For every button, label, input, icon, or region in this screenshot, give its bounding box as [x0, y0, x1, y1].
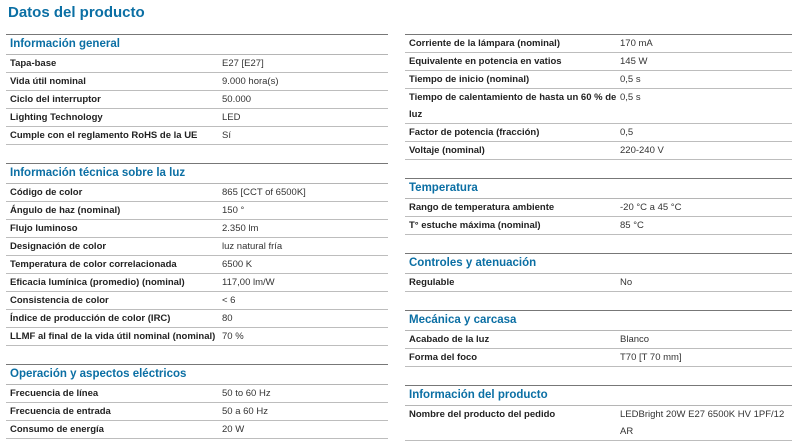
row-label: Eficacia lumínica (promedio) (nominal) [10, 277, 185, 288]
row-value: E27 [E27] [222, 58, 264, 69]
row-label: Índice de producción de color (IRC) [10, 313, 171, 324]
row-value: 6500 K [222, 259, 253, 270]
row-value: 50.000 [222, 94, 252, 105]
table-row [6, 73, 388, 91]
row-label: Factor de potencia (fracción) [409, 127, 540, 138]
row-label: Consistencia de color [10, 295, 109, 306]
row-value: 170 mA [620, 38, 653, 49]
table-row [6, 184, 388, 202]
row-value: -20 °C a 45 °C [620, 202, 682, 213]
row-label: Frecuencia de entrada [10, 406, 111, 417]
row-value: LEDBright 20W E27 6500K HV 1PF/12 AR [620, 409, 785, 437]
row-label: Cumple con el reglamento RoHS de la UE [10, 130, 198, 141]
table-row [405, 71, 792, 89]
row-value: No [620, 277, 633, 288]
row-label: Ciclo del interruptor [10, 94, 101, 105]
row-label: LLMF al final de la vida útil nominal (nominal) [10, 331, 216, 342]
section-informacion-tecnica-luz [6, 163, 388, 346]
table-row [6, 220, 388, 238]
section-title: Temperatura [405, 178, 792, 199]
row-label: Ángulo de haz (nominal) [10, 205, 121, 216]
row-value: 0,5 s [620, 92, 641, 103]
right-column [405, 34, 792, 441]
row-label: Rango de temperatura ambiente [409, 202, 555, 213]
section-informacion-producto [405, 385, 792, 441]
row-value: 50 a 60 Hz [222, 406, 268, 417]
table-row [6, 256, 388, 274]
row-value: 865 [CCT of 6500K] [222, 187, 306, 198]
row-label: Nombre del producto del pedido [409, 409, 556, 420]
row-value: 2.350 lm [222, 223, 259, 234]
row-value: T70 [T 70 mm] [620, 352, 682, 363]
row-label: Corriente de la lámpara (nominal) [409, 38, 560, 49]
table-row [6, 328, 388, 346]
table-row [6, 238, 388, 256]
section-electricos-continuacion [405, 34, 792, 160]
table-row [6, 274, 388, 292]
table-row [6, 292, 388, 310]
row-label: Tiempo de calentamiento de hasta un 60 % de luz [409, 92, 617, 120]
row-label: Lighting Technology [10, 112, 103, 123]
table-row [405, 406, 792, 441]
row-value: Sí [222, 130, 231, 141]
table-row [405, 331, 792, 349]
table-row [405, 124, 792, 142]
section-title: Información técnica sobre la luz [6, 163, 388, 184]
row-value: 9.000 hora(s) [222, 76, 279, 87]
section-controles-atenuacion [405, 253, 792, 292]
section-informacion-general [6, 34, 388, 145]
row-label: Acabado de la luz [409, 334, 490, 345]
row-value: 80 [222, 313, 233, 324]
section-operacion-electricos [6, 364, 388, 439]
row-label: Vida útil nominal [10, 76, 86, 87]
left-column [6, 34, 388, 439]
row-label: Flujo luminoso [10, 223, 78, 234]
section-title: Operación y aspectos eléctricos [6, 364, 388, 385]
page-title: Datos del producto [8, 4, 145, 21]
row-value: 0,5 [620, 127, 634, 138]
table-row [6, 385, 388, 403]
row-label: T° estuche máxima (nominal) [409, 220, 541, 231]
row-value: 145 W [620, 56, 648, 67]
section-title: Información general [6, 34, 388, 55]
table-row [6, 310, 388, 328]
section-mecanica-carcasa [405, 310, 792, 367]
row-label: Código de color [10, 187, 83, 198]
table-row [6, 91, 388, 109]
row-value: 85 °C [620, 220, 644, 231]
table-row [6, 127, 388, 145]
table-row [6, 403, 388, 421]
row-label: Temperatura de color correlacionada [10, 259, 177, 270]
row-value: < 6 [222, 295, 236, 306]
table-row [405, 35, 792, 53]
table-row [405, 217, 792, 235]
row-value: 70 % [222, 331, 244, 342]
row-label: Regulable [409, 277, 455, 288]
table-row [405, 53, 792, 71]
table-row [405, 199, 792, 217]
row-value: 50 to 60 Hz [222, 388, 271, 399]
row-label: Frecuencia de línea [10, 388, 99, 399]
row-label: Consumo de energía [10, 424, 104, 435]
section-temperatura [405, 178, 792, 235]
row-label: Equivalente en potencia en vatios [409, 56, 562, 67]
row-value: 220-240 V [620, 145, 664, 156]
table-row [6, 202, 388, 220]
row-value: Blanco [620, 334, 650, 345]
table-row [6, 421, 388, 439]
table-row [6, 109, 388, 127]
table-row [405, 89, 792, 124]
table-row [405, 349, 792, 367]
row-value: 20 W [222, 424, 245, 435]
row-label: Forma del foco [409, 352, 478, 363]
row-label: Tapa-base [10, 58, 57, 69]
section-title: Controles y atenuación [405, 253, 792, 274]
section-title: Mecánica y carcasa [405, 310, 792, 331]
section-title: Información del producto [405, 385, 792, 406]
table-row [6, 55, 388, 73]
row-label: Tiempo de inicio (nominal) [409, 74, 530, 85]
row-value: LED [222, 112, 241, 123]
table-row [405, 142, 792, 160]
row-value: luz natural fría [222, 241, 283, 252]
table-row [405, 274, 792, 292]
row-value: 0,5 s [620, 74, 641, 85]
row-value: 117,00 lm/W [222, 277, 275, 288]
row-label: Voltaje (nominal) [409, 145, 485, 156]
row-label: Designación de color [10, 241, 107, 252]
row-value: 150 ° [222, 205, 245, 216]
